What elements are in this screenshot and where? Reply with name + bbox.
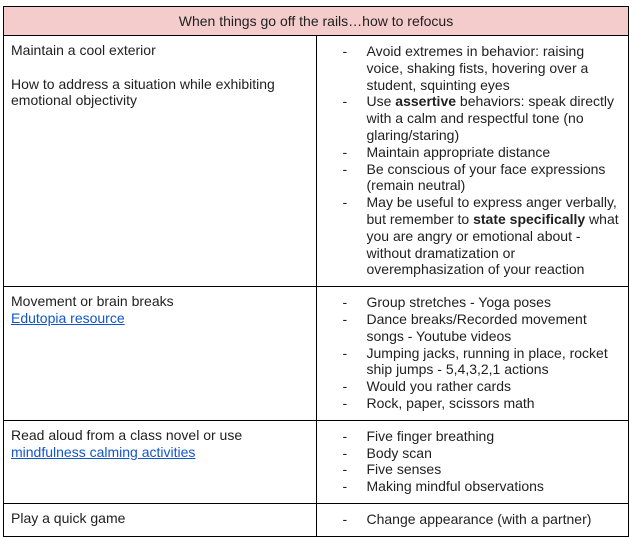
row-topic — [4, 287, 317, 421]
table-header: When things go off the rails…how to refocus — [4, 7, 629, 36]
strategy-list — [317, 511, 623, 528]
list-item: - Maintain appropriate distance — [342, 143, 551, 160]
header-row — [4, 7, 629, 36]
table-row — [4, 503, 629, 536]
list-item: - Body scan — [342, 444, 432, 461]
topic-subtitle: How to address a situation while exhibiting emotional objectivity — [11, 75, 275, 109]
list-item: - Rock, paper, scissors math — [342, 394, 535, 411]
topic-title: Maintain a cool exterior — [11, 42, 156, 58]
row-topic — [4, 36, 317, 287]
table-row — [4, 420, 629, 503]
list-item: - Use assertive behaviors: speak directly with a calm and respectful tone (no glaring/staring) — [342, 93, 614, 143]
list-item: - Making mindful observations — [342, 478, 544, 495]
row-strategies — [316, 287, 629, 421]
table-row — [4, 36, 629, 287]
mindfulness-activities-link[interactable]: mindfulness calming activities — [11, 443, 196, 460]
refocus-table — [3, 6, 629, 537]
edutopia-resource-link[interactable]: Edutopia resource — [11, 309, 125, 326]
list-item: - Be conscious of your face expressions (remain neutral) — [342, 160, 606, 194]
list-item: - Avoid extremes in behavior: raising voice, shaking fists, hovering over a student, squinting eyes — [342, 43, 589, 93]
row-topic — [4, 503, 317, 536]
topic-title: Movement or brain breaks — [11, 293, 174, 310]
list-item: - Dance breaks/Recorded movement songs - Youtube videos — [342, 310, 587, 344]
list-item: - Five senses — [342, 461, 442, 478]
strategy-list — [317, 428, 623, 495]
list-item: - Change appearance (with a partner) — [342, 510, 592, 527]
topic-title: Play a quick game — [11, 509, 126, 526]
list-item: - Would you rather cards — [342, 378, 511, 395]
list-item: - Group stretches - Yoga poses — [342, 294, 551, 311]
topic-title: Read aloud from a class novel or use — [11, 426, 243, 443]
row-strategies — [316, 420, 629, 503]
row-strategies — [316, 36, 629, 287]
row-topic — [4, 420, 317, 503]
strategy-list — [317, 43, 623, 278]
list-item: - May be useful to express anger verbally, but remember to state specifically what you are angry or emotional about - without dramatization or overemphasization of your reaction — [342, 194, 619, 278]
strategy-list — [317, 294, 623, 412]
table-row — [4, 287, 629, 421]
row-strategies — [316, 503, 629, 536]
list-item: - Five finger breathing — [342, 427, 495, 444]
list-item: - Jumping jacks, running in place, rocket ship jumps - 5,4,3,2,1 actions — [342, 344, 608, 378]
